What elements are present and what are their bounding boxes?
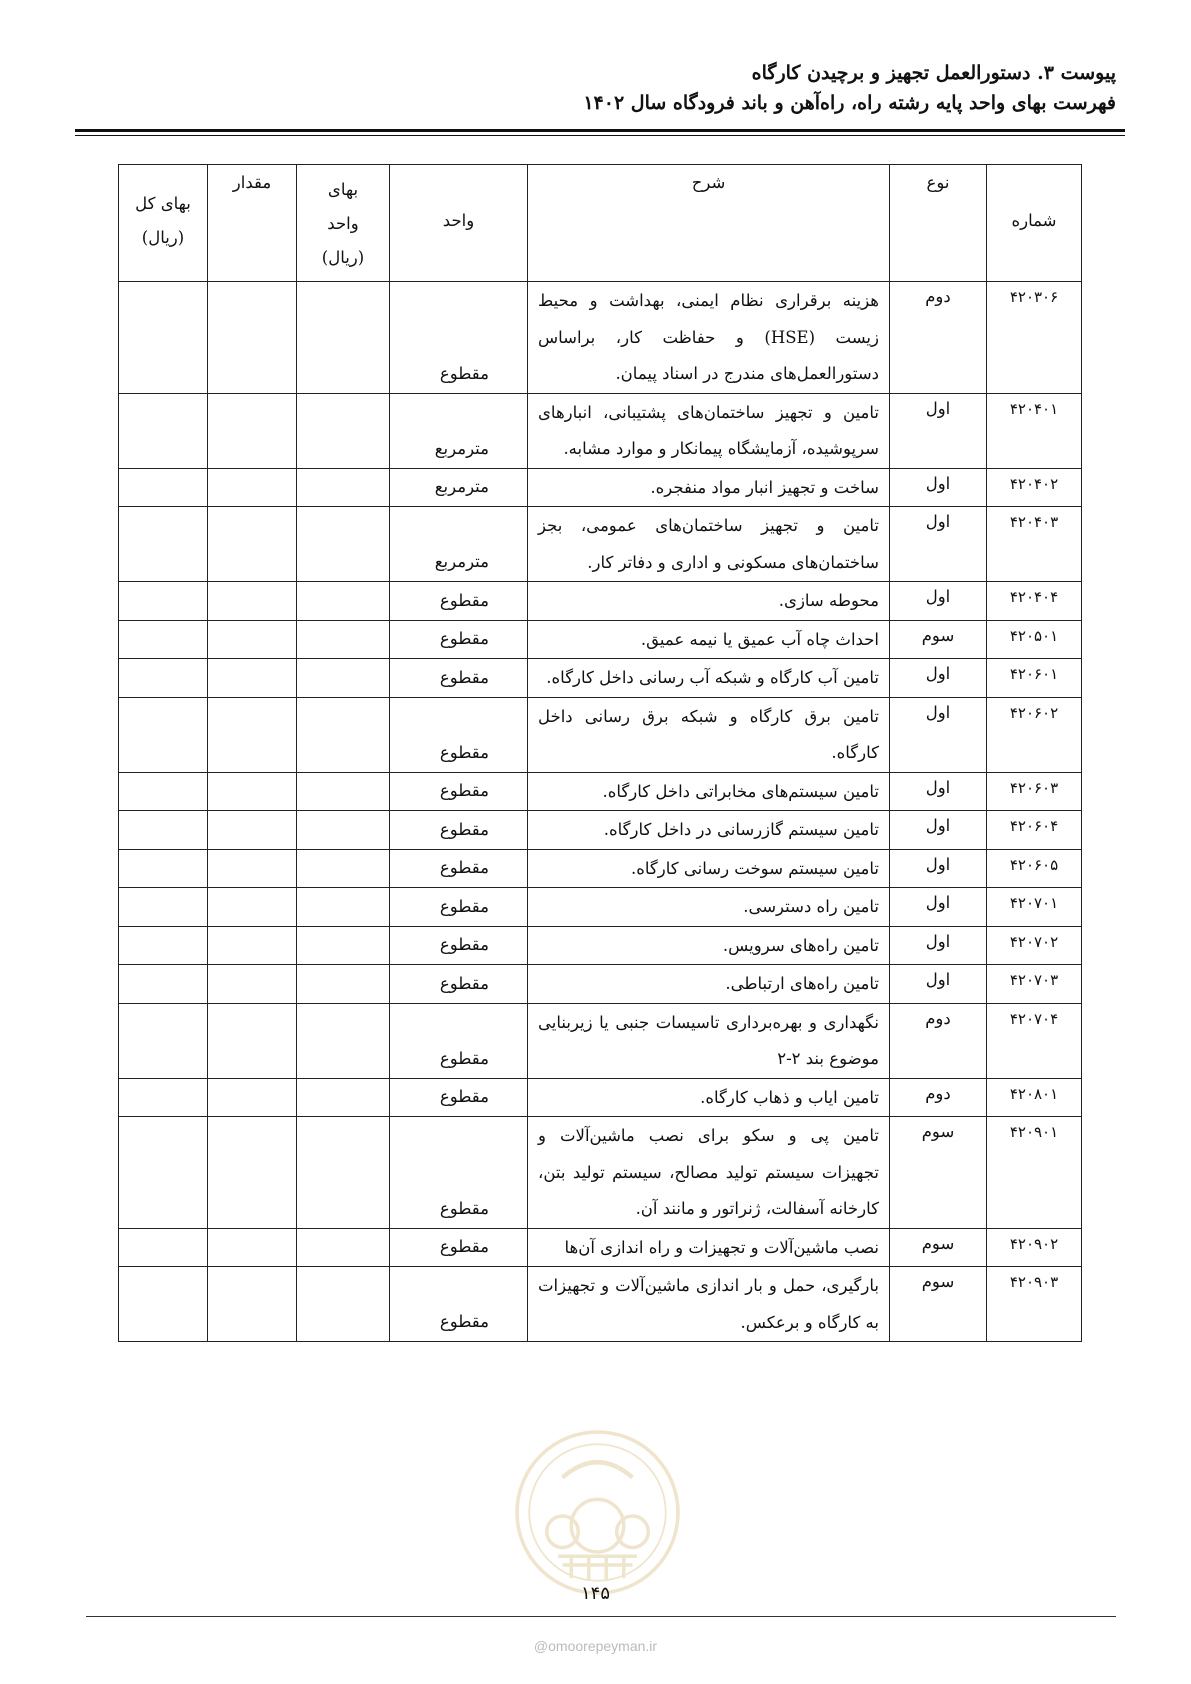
cell-description: نگهداری و بهره‌برداری تاسیسات جنبی یا زیربنایی موضوع بند ۲-۲ [528, 1003, 890, 1078]
cell-total-price [119, 849, 208, 888]
appendix-title: پیوست ۳. دستورالعمل تجهیز و برچیدن کارگاه [751, 62, 1116, 84]
cell-quantity [208, 1228, 297, 1267]
cell-description: بارگیری، حمل و بار اندازی ماشین‌آلات و تجهیزات به کارگاه و برعکس. [528, 1267, 890, 1342]
cell-description: محوطه سازی. [528, 582, 890, 621]
cell-unit: مقطوع [390, 282, 528, 394]
cell-number: ۴۲۰۴۰۱ [987, 393, 1082, 468]
cell-unit-price [297, 1003, 390, 1078]
cell-unit-price [297, 282, 390, 394]
cell-unit: مقطوع [390, 1267, 528, 1342]
cell-unit: مقطوع [390, 811, 528, 850]
cell-type: اول [890, 926, 987, 965]
cell-unit-price [297, 393, 390, 468]
cell-type: سوم [890, 1267, 987, 1342]
seal-logo-watermark [510, 1425, 685, 1600]
price-list-table [118, 164, 1082, 1342]
cell-number: ۴۲۰۴۰۳ [987, 507, 1082, 582]
cell-total-price [119, 1228, 208, 1267]
cell-number: ۴۲۰۸۰۱ [987, 1078, 1082, 1117]
cell-number: ۴۲۰۷۰۴ [987, 1003, 1082, 1078]
cell-type: اول [890, 468, 987, 507]
cell-number: ۴۲۰۵۰۱ [987, 620, 1082, 659]
cell-quantity [208, 849, 297, 888]
cell-total-price [119, 811, 208, 850]
column-header-type: نوع [890, 165, 987, 282]
cell-quantity [208, 697, 297, 772]
cell-unit-price [297, 811, 390, 850]
cell-quantity [208, 582, 297, 621]
table-row [119, 393, 1082, 468]
cell-number: ۴۲۰۶۰۳ [987, 772, 1082, 811]
cell-unit-price [297, 965, 390, 1004]
cell-unit-price [297, 1117, 390, 1229]
cell-type: دوم [890, 282, 987, 394]
cell-description: تامین پی و سکو برای نصب ماشین‌آلات و تجهیزات سیستم تولید مصالح، سیستم تولید بتن، کارخانه آسفالت، ژنراتور و مانند آن. [528, 1117, 890, 1229]
cell-quantity [208, 659, 297, 698]
cell-total-price [119, 1003, 208, 1078]
cell-type: اول [890, 582, 987, 621]
table-row [119, 1003, 1082, 1078]
column-header-total-price: بهای کل (ریال) [119, 165, 208, 282]
cell-unit-price [297, 888, 390, 927]
cell-number: ۴۲۰۹۰۳ [987, 1267, 1082, 1342]
cell-type: اول [890, 811, 987, 850]
cell-total-price [119, 468, 208, 507]
cell-number: ۴۲۰۶۰۱ [987, 659, 1082, 698]
cell-total-price [119, 582, 208, 621]
cell-type: اول [890, 772, 987, 811]
cell-total-price [119, 1117, 208, 1229]
cell-number: ۴۲۰۷۰۲ [987, 926, 1082, 965]
cell-type: اول [890, 888, 987, 927]
cell-quantity [208, 1003, 297, 1078]
header-rule-thin [75, 135, 1125, 136]
cell-unit: مقطوع [390, 697, 528, 772]
cell-description: نصب ماشین‌آلات و تجهیزات و راه اندازی آن‌ها [528, 1228, 890, 1267]
cell-unit-price [297, 1078, 390, 1117]
cell-description: تامین برق کارگاه و شبکه برق رسانی داخل کارگاه. [528, 697, 890, 772]
table-row [119, 926, 1082, 965]
cell-unit: مقطوع [390, 1003, 528, 1078]
cell-unit: مقطوع [390, 1228, 528, 1267]
table-header-row [119, 165, 1082, 282]
cell-unit: مترمربع [390, 468, 528, 507]
cell-description: تامین راه‌های ارتباطی. [528, 965, 890, 1004]
cell-unit-price [297, 468, 390, 507]
cell-total-price [119, 888, 208, 927]
website-watermark: @omoorepeyman.ir [533, 1638, 658, 1654]
cell-unit: مترمربع [390, 507, 528, 582]
cell-total-price [119, 772, 208, 811]
table-row [119, 1117, 1082, 1229]
table-row [119, 1267, 1082, 1342]
column-header-quantity: مقدار [208, 165, 297, 282]
cell-type: اول [890, 965, 987, 1004]
cell-number: ۴۲۰۷۰۱ [987, 888, 1082, 927]
cell-type: اول [890, 697, 987, 772]
cell-unit: مقطوع [390, 659, 528, 698]
cell-quantity [208, 468, 297, 507]
cell-type: اول [890, 393, 987, 468]
cell-description: ساخت و تجهیز انبار مواد منفجره. [528, 468, 890, 507]
column-header-unit: واحد [390, 165, 528, 282]
cell-number: ۴۲۰۹۰۱ [987, 1117, 1082, 1229]
table-row [119, 697, 1082, 772]
cell-total-price [119, 659, 208, 698]
cell-unit-price [297, 697, 390, 772]
cell-unit: مقطوع [390, 1078, 528, 1117]
cell-total-price [119, 926, 208, 965]
cell-type: دوم [890, 1078, 987, 1117]
cell-type: اول [890, 849, 987, 888]
cell-description: تامین و تجهیز ساختمان‌های عمومی، بجز ساختمان‌های مسکونی و اداری و دفاتر کار. [528, 507, 890, 582]
cell-quantity [208, 926, 297, 965]
cell-number: ۴۲۰۹۰۲ [987, 1228, 1082, 1267]
cell-type: سوم [890, 1228, 987, 1267]
cell-unit-price [297, 849, 390, 888]
footer-rule [86, 1616, 1116, 1617]
cell-quantity [208, 1117, 297, 1229]
table-row [119, 888, 1082, 927]
page-number: ۱۴۵ [580, 1583, 610, 1604]
header-rule-thick [75, 129, 1125, 132]
table-row [119, 620, 1082, 659]
column-header-description: شرح [528, 165, 890, 282]
cell-unit-price [297, 772, 390, 811]
cell-type: سوم [890, 1117, 987, 1229]
cell-description: تامین و تجهیز ساختمان‌های پشتیبانی، انبارهای سرپوشیده، آزمایشگاه پیمانکار و موارد مشابه. [528, 393, 890, 468]
cell-number: ۴۲۰۶۰۲ [987, 697, 1082, 772]
cell-unit-price [297, 507, 390, 582]
cell-number: ۴۲۰۴۰۴ [987, 582, 1082, 621]
table-row [119, 1078, 1082, 1117]
cell-unit: مقطوع [390, 965, 528, 1004]
cell-description: تامین راه دسترسی. [528, 888, 890, 927]
cell-unit: مقطوع [390, 926, 528, 965]
cell-description: احداث چاه آب عمیق یا نیمه عمیق. [528, 620, 890, 659]
cell-unit: مقطوع [390, 582, 528, 621]
cell-description: تامین سیستم گازرسانی در داخل کارگاه. [528, 811, 890, 850]
column-header-number: شماره [987, 165, 1082, 282]
table-row [119, 582, 1082, 621]
table-row [119, 1228, 1082, 1267]
cell-unit-price [297, 1267, 390, 1342]
table-row [119, 507, 1082, 582]
cell-quantity [208, 1078, 297, 1117]
cell-quantity [208, 888, 297, 927]
table-row [119, 659, 1082, 698]
cell-total-price [119, 393, 208, 468]
cell-quantity [208, 811, 297, 850]
cell-unit-price [297, 926, 390, 965]
cell-total-price [119, 1078, 208, 1117]
cell-quantity [208, 507, 297, 582]
cell-description: هزینه برقراری نظام ایمنی، بهداشت و محیط زیست (HSE) و حفاظت کار، براساس دستورالعمل‌های مندرج در اسناد پیمان. [528, 282, 890, 394]
cell-unit: مقطوع [390, 772, 528, 811]
cell-number: ۴۲۰۶۰۴ [987, 811, 1082, 850]
cell-description: تامین آب کارگاه و شبکه آب رسانی داخل کارگاه. [528, 659, 890, 698]
cell-number: ۴۲۰۶۰۵ [987, 849, 1082, 888]
cell-unit-price [297, 1228, 390, 1267]
cell-unit: مقطوع [390, 1117, 528, 1229]
cell-unit-price [297, 620, 390, 659]
cell-number: ۴۲۰۴۰۲ [987, 468, 1082, 507]
table-row [119, 282, 1082, 394]
cell-number: ۴۲۰۳۰۶ [987, 282, 1082, 394]
cell-quantity [208, 965, 297, 1004]
cell-type: اول [890, 659, 987, 698]
cell-unit-price [297, 659, 390, 698]
cell-type: دوم [890, 1003, 987, 1078]
table-row [119, 772, 1082, 811]
cell-description: تامین سیستم سوخت رسانی کارگاه. [528, 849, 890, 888]
cell-unit: مقطوع [390, 620, 528, 659]
cell-quantity [208, 282, 297, 394]
cell-type: اول [890, 507, 987, 582]
table-row [119, 849, 1082, 888]
cell-quantity [208, 393, 297, 468]
cell-number: ۴۲۰۷۰۳ [987, 965, 1082, 1004]
cell-total-price [119, 697, 208, 772]
cell-total-price [119, 1267, 208, 1342]
cell-unit: مقطوع [390, 849, 528, 888]
cell-description: تامین ایاب و ذهاب کارگاه. [528, 1078, 890, 1117]
cell-total-price [119, 282, 208, 394]
cell-unit-price [297, 582, 390, 621]
cell-unit: مقطوع [390, 888, 528, 927]
table-row [119, 468, 1082, 507]
cell-type: سوم [890, 620, 987, 659]
cell-description: تامین سیستم‌های مخابراتی داخل کارگاه. [528, 772, 890, 811]
table-row [119, 965, 1082, 1004]
cell-total-price [119, 965, 208, 1004]
cell-quantity [208, 772, 297, 811]
cell-total-price [119, 507, 208, 582]
cell-description: تامین راه‌های سرویس. [528, 926, 890, 965]
cell-quantity [208, 1267, 297, 1342]
cell-total-price [119, 620, 208, 659]
column-header-unit-price: بهای واحد (ریال) [297, 165, 390, 282]
table-row [119, 811, 1082, 850]
page-header [66, 58, 1116, 118]
cell-quantity [208, 620, 297, 659]
price-list-subtitle: فهرست بهای واحد پایه رشته راه، راه‌آهن و باند فرودگاه سال ۱۴۰۲ [583, 92, 1116, 114]
cell-unit: مترمربع [390, 393, 528, 468]
